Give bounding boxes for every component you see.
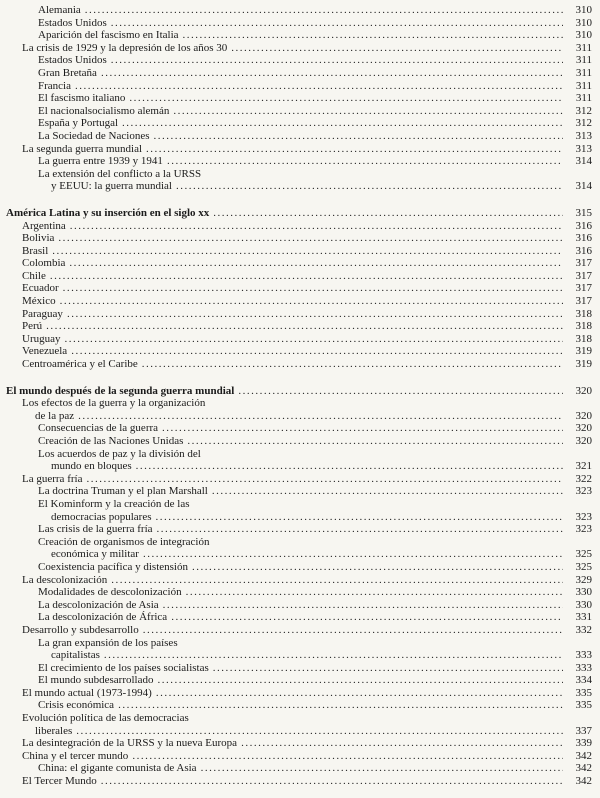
toc-entry-line bbox=[6, 586, 592, 599]
toc-entry bbox=[6, 712, 592, 737]
toc-entry bbox=[6, 17, 592, 30]
toc-entry-page-number: 316 bbox=[575, 219, 592, 232]
dot-leader bbox=[186, 586, 563, 599]
toc-entry-label: Las crisis de la guerra fría bbox=[38, 523, 153, 536]
toc-entry-line bbox=[6, 257, 592, 270]
dot-leader bbox=[187, 435, 563, 448]
toc-entry-line bbox=[6, 143, 592, 156]
toc-entry-line bbox=[6, 498, 592, 511]
toc-entry-label: Uruguay bbox=[22, 332, 61, 345]
toc-entry-label: América Latina y su inserción en el siglo xx bbox=[6, 206, 210, 219]
toc-entry bbox=[6, 637, 592, 662]
toc-entry-line bbox=[6, 750, 592, 763]
toc-entry-page-number: 334 bbox=[575, 674, 592, 687]
toc-entry-label: Argentina bbox=[22, 219, 66, 232]
toc-entry-page-number: 321 bbox=[575, 460, 592, 473]
toc-entry bbox=[6, 750, 592, 763]
toc-entry-label: México bbox=[22, 295, 56, 308]
dot-leader bbox=[70, 220, 563, 233]
toc-entry-page-number: 314 bbox=[575, 155, 592, 168]
toc-entry bbox=[6, 245, 592, 258]
toc-entry bbox=[6, 92, 592, 105]
dot-leader bbox=[111, 17, 563, 30]
toc-entry bbox=[6, 232, 592, 245]
toc-entry-label: Bolivia bbox=[22, 232, 55, 245]
toc-entry-line bbox=[6, 130, 592, 143]
toc-entry-label: capitalistas bbox=[51, 649, 100, 662]
toc-entry-label: El mundo subdesarrollado bbox=[38, 674, 154, 687]
toc-entry bbox=[6, 674, 592, 687]
toc-entry-label: La guerra fría bbox=[22, 472, 83, 485]
toc-entry-line bbox=[6, 649, 592, 662]
toc-entry-label: La guerra entre 1939 y 1941 bbox=[38, 155, 163, 168]
dot-leader bbox=[67, 308, 563, 321]
dot-leader bbox=[157, 674, 563, 687]
toc-entry-page-number: 335 bbox=[575, 699, 592, 712]
dot-leader bbox=[75, 80, 563, 93]
toc-entry-page-number: 331 bbox=[575, 611, 592, 624]
toc-entry-label: Centroamérica y el Caribe bbox=[22, 358, 138, 371]
toc-entry-label: y EEUU: la guerra mundial bbox=[51, 180, 172, 193]
toc-entry-label: Chile bbox=[22, 269, 46, 282]
toc-entry bbox=[6, 220, 592, 233]
toc-entry bbox=[6, 42, 592, 55]
toc-entry-page-number: 320 bbox=[575, 435, 592, 447]
toc-entry-label: de la paz bbox=[35, 409, 75, 422]
dot-leader bbox=[238, 385, 563, 398]
dot-leader bbox=[156, 687, 563, 700]
toc-entry-page-number: 320 bbox=[575, 384, 592, 397]
toc-entry-page-number: 311 bbox=[575, 79, 592, 92]
dot-leader bbox=[213, 662, 563, 675]
dot-leader bbox=[241, 737, 563, 750]
toc-entry bbox=[6, 282, 592, 295]
toc-entry-line bbox=[6, 536, 592, 549]
toc-entry-label: La gran expansión de los países bbox=[38, 636, 178, 649]
toc-entry-page-number: 318 bbox=[575, 332, 592, 345]
toc-entry-page-number: 311 bbox=[575, 41, 592, 54]
toc-entry-label: Aparición del fascismo en Italia bbox=[38, 29, 179, 42]
dot-leader bbox=[136, 460, 563, 473]
toc-entry-label: económica y militar bbox=[51, 548, 139, 561]
toc-entry-label: El mundo después de la segunda guerra mundial bbox=[6, 384, 235, 397]
toc-entry-label: La segunda guerra mundial bbox=[22, 142, 143, 155]
toc-entry bbox=[6, 422, 592, 435]
toc-entry-page-number: 337 bbox=[575, 724, 592, 737]
dot-leader bbox=[132, 750, 563, 763]
toc-entry-label: Coexistencia pacífica y distensión bbox=[38, 560, 188, 573]
toc-entry-page-number: 332 bbox=[575, 623, 592, 636]
toc-entry-page-number: 319 bbox=[575, 345, 592, 358]
toc-entry bbox=[6, 775, 592, 788]
toc-entry-page-number: 342 bbox=[575, 762, 592, 775]
toc-entry bbox=[6, 687, 592, 700]
dot-leader bbox=[104, 649, 563, 662]
toc-entry-line bbox=[6, 762, 592, 775]
toc-entry-label: Gran Bretaña bbox=[38, 66, 97, 79]
toc-entry bbox=[6, 308, 592, 321]
dot-leader bbox=[167, 155, 563, 168]
toc-entry-page-number: 335 bbox=[575, 686, 592, 699]
toc-entry bbox=[6, 80, 592, 93]
dot-leader bbox=[213, 207, 563, 220]
toc-entry-page-number: 323 bbox=[575, 523, 592, 536]
dot-leader bbox=[201, 762, 563, 775]
toc-entry-line bbox=[6, 4, 592, 17]
toc-entry-label: Los acuerdos de paz y la división del bbox=[38, 447, 201, 460]
toc-entry-line bbox=[6, 308, 592, 321]
toc-entry-line bbox=[6, 92, 592, 105]
dot-leader bbox=[60, 295, 563, 308]
toc-entry-line bbox=[6, 295, 592, 308]
toc-entry-line bbox=[6, 737, 592, 750]
toc-entry-page-number: 342 bbox=[575, 749, 592, 762]
toc-entry-page-number: 312 bbox=[575, 117, 592, 130]
toc-entry-line bbox=[6, 29, 592, 42]
toc-entry-line bbox=[6, 611, 592, 624]
toc-entry-label: Alemania bbox=[38, 4, 81, 16]
dot-leader bbox=[171, 611, 563, 624]
toc-entry-label: La desintegración de la URSS y la nueva Europa bbox=[22, 737, 238, 750]
toc-entry-label: La extensión del conflicto a la URSS bbox=[38, 167, 202, 180]
dot-leader bbox=[78, 410, 563, 423]
toc-entry bbox=[6, 561, 592, 574]
toc-entry-page-number: 329 bbox=[575, 573, 592, 586]
toc-entry bbox=[6, 498, 592, 523]
toc-entry-label: El Tercer Mundo bbox=[22, 775, 97, 788]
toc-entry-page-number: 333 bbox=[575, 649, 592, 662]
toc-entry-label: Crisis económica bbox=[38, 699, 115, 712]
toc-entry-page-number: 317 bbox=[575, 269, 592, 282]
toc-entry-line bbox=[6, 105, 592, 118]
dot-leader bbox=[71, 345, 563, 358]
dot-leader bbox=[101, 775, 563, 788]
dot-leader bbox=[65, 333, 564, 346]
toc-entry-label: Francia bbox=[38, 79, 71, 92]
toc-entry bbox=[6, 358, 592, 371]
toc-entry bbox=[6, 599, 592, 612]
toc-entry-line bbox=[6, 460, 592, 473]
toc-entry bbox=[6, 295, 592, 308]
toc-entry-label: La doctrina Truman y el plan Marshall bbox=[38, 485, 208, 498]
toc-entry-label: Los efectos de la guerra y la organización bbox=[22, 397, 206, 410]
dot-leader bbox=[183, 29, 563, 42]
toc-entry-page-number: 310 bbox=[575, 16, 592, 29]
toc-entry-page-number: 311 bbox=[575, 92, 592, 105]
toc-entry-label: España y Portugal bbox=[38, 117, 119, 130]
dot-leader bbox=[101, 67, 563, 80]
dot-leader bbox=[129, 92, 563, 105]
toc-entry-page-number: 325 bbox=[575, 548, 592, 561]
toc-entry-label: Perú bbox=[22, 320, 43, 333]
dot-leader bbox=[176, 180, 563, 193]
dot-leader bbox=[111, 574, 563, 587]
toc-entry-label: Estados Unidos bbox=[38, 54, 107, 67]
toc-entry bbox=[6, 586, 592, 599]
dot-leader bbox=[155, 511, 563, 524]
toc-entry-label: Creación de organismos de integración bbox=[38, 535, 210, 548]
toc-entry-page-number: 312 bbox=[575, 104, 592, 117]
dot-leader bbox=[146, 143, 563, 156]
toc-entry-label: Brasil bbox=[22, 244, 49, 257]
toc-entry-page-number: 323 bbox=[575, 485, 592, 498]
toc-entry-page-number: 318 bbox=[575, 307, 592, 320]
toc-entry-line bbox=[6, 485, 592, 498]
toc-entry bbox=[6, 574, 592, 587]
toc-entry bbox=[6, 29, 592, 42]
dot-leader bbox=[122, 117, 563, 130]
toc-entry bbox=[6, 257, 592, 270]
toc-entry bbox=[6, 435, 592, 448]
toc-entry-line bbox=[6, 232, 592, 245]
dot-leader bbox=[212, 485, 563, 498]
toc-entry bbox=[6, 485, 592, 498]
toc-entry-line bbox=[6, 725, 592, 738]
toc-entry-page-number: 313 bbox=[575, 129, 592, 142]
toc-entry bbox=[6, 624, 592, 637]
toc-entry bbox=[6, 168, 592, 193]
toc-entry-line bbox=[6, 245, 592, 258]
toc-entry-line bbox=[6, 80, 592, 93]
toc-entry-line bbox=[6, 320, 592, 333]
dot-leader bbox=[63, 282, 563, 295]
toc-entry-line bbox=[6, 345, 592, 358]
dot-leader bbox=[143, 624, 563, 637]
dot-leader bbox=[52, 245, 563, 258]
toc-entry-label: La descolonización de Asia bbox=[38, 598, 159, 611]
toc-entry bbox=[6, 155, 592, 168]
toc-entry-label: Venezuela bbox=[22, 345, 68, 358]
dot-leader bbox=[76, 725, 563, 738]
toc-entry-label: Creación de las Naciones Unidas bbox=[38, 435, 184, 447]
toc-entry-page-number: 330 bbox=[575, 586, 592, 599]
toc-entry-label: Modalidades de descolonización bbox=[38, 586, 182, 599]
dot-leader bbox=[50, 270, 563, 283]
toc-entry-label: El fascismo italiano bbox=[38, 92, 126, 105]
dot-leader bbox=[162, 422, 563, 435]
toc-entry-label: liberales bbox=[35, 724, 73, 737]
dot-leader bbox=[46, 320, 563, 333]
toc-entry-line bbox=[6, 422, 592, 435]
toc-entry-line bbox=[6, 333, 592, 346]
toc-entry bbox=[6, 536, 592, 561]
toc-entry-line bbox=[6, 168, 592, 181]
toc-entry bbox=[6, 611, 592, 624]
toc-entry bbox=[6, 397, 592, 422]
toc-entry-page-number: 325 bbox=[575, 560, 592, 573]
dot-leader bbox=[173, 105, 563, 118]
toc-entry-line bbox=[6, 599, 592, 612]
dot-leader bbox=[153, 130, 563, 143]
toc-entry-line bbox=[6, 775, 592, 788]
toc-entry-label: Ecuador bbox=[22, 282, 59, 295]
toc-entry-page-number: 314 bbox=[575, 180, 592, 193]
toc-entry bbox=[6, 207, 592, 220]
toc-entry-line bbox=[6, 574, 592, 587]
toc-entry-label: China: el gigante comunista de Asia bbox=[38, 762, 197, 775]
toc-entry-label: Estados Unidos bbox=[38, 16, 107, 29]
dot-leader bbox=[142, 358, 563, 371]
toc-entry-page-number: 317 bbox=[575, 282, 592, 295]
dot-leader bbox=[86, 473, 563, 486]
toc-entry-label: Evolución política de las democracias bbox=[22, 712, 189, 725]
toc-entry bbox=[6, 699, 592, 712]
toc-entry-line bbox=[6, 624, 592, 637]
toc-entry-page-number: 317 bbox=[575, 295, 592, 308]
toc-entry-line bbox=[6, 548, 592, 561]
dot-leader bbox=[58, 232, 563, 245]
toc-entry-page-number: 316 bbox=[575, 244, 592, 257]
toc-entry-label: La Sociedad de Naciones bbox=[38, 129, 150, 142]
toc-entry-line bbox=[6, 117, 592, 130]
toc-entry-line bbox=[6, 523, 592, 536]
toc-entry-line bbox=[6, 67, 592, 80]
toc-entry-label: Consecuencias de la guerra bbox=[38, 422, 159, 435]
toc-entry-line bbox=[6, 712, 592, 725]
toc-entry-line bbox=[6, 42, 592, 55]
toc-entry-label: Paraguay bbox=[22, 307, 63, 320]
toc-entry bbox=[6, 4, 592, 17]
toc-entry-line bbox=[6, 397, 592, 410]
toc-entry-label: Desarrollo y subdesarrollo bbox=[22, 623, 139, 636]
toc-entry bbox=[6, 333, 592, 346]
dot-leader bbox=[157, 523, 563, 536]
toc-entry-line bbox=[6, 473, 592, 486]
toc-entry-page-number: 323 bbox=[575, 510, 592, 523]
toc-entry bbox=[6, 67, 592, 80]
toc-entry bbox=[6, 130, 592, 143]
dot-leader bbox=[118, 699, 563, 712]
dot-leader bbox=[85, 4, 563, 17]
toc-entry-label: mundo en bloques bbox=[51, 460, 132, 473]
toc-entry-label: La descolonización de África bbox=[38, 611, 168, 624]
toc-entry-line bbox=[6, 358, 592, 371]
toc-entry-page-number: 315 bbox=[575, 206, 592, 219]
toc-entry-line bbox=[6, 54, 592, 67]
toc-entry-line bbox=[6, 282, 592, 295]
toc-entry bbox=[6, 270, 592, 283]
table-of-contents bbox=[6, 4, 592, 788]
toc-entry-page-number: 311 bbox=[575, 66, 592, 79]
toc-entry bbox=[6, 523, 592, 536]
toc-entry bbox=[6, 385, 592, 398]
toc-entry-line bbox=[6, 207, 592, 220]
toc-entry-page-number: 311 bbox=[575, 54, 592, 67]
toc-entry-line bbox=[6, 687, 592, 700]
toc-entry-line bbox=[6, 180, 592, 193]
dot-leader bbox=[192, 561, 563, 574]
toc-entry bbox=[6, 105, 592, 118]
toc-entry bbox=[6, 143, 592, 156]
toc-entry-label: China y el tercer mundo bbox=[22, 749, 129, 762]
toc-entry bbox=[6, 448, 592, 473]
toc-entry bbox=[6, 117, 592, 130]
toc-entry bbox=[6, 54, 592, 67]
toc-entry-page-number: 310 bbox=[575, 4, 592, 16]
toc-entry-label: El nacionalsocialismo alemán bbox=[38, 104, 170, 117]
toc-entry-line bbox=[6, 662, 592, 675]
toc-entry bbox=[6, 762, 592, 775]
toc-entry-page-number: 318 bbox=[575, 320, 592, 333]
toc-entry bbox=[6, 662, 592, 675]
toc-entry-page-number: 313 bbox=[575, 142, 592, 155]
toc-entry-line bbox=[6, 220, 592, 233]
toc-entry-label: Colombia bbox=[22, 257, 66, 270]
toc-entry-label: El mundo actual (1973-1994) bbox=[22, 686, 152, 699]
toc-entry-page-number: 320 bbox=[575, 422, 592, 435]
toc-entry-line bbox=[6, 17, 592, 30]
toc-entry-page-number: 320 bbox=[575, 409, 592, 422]
toc-entry-line bbox=[6, 448, 592, 461]
toc-entry-line bbox=[6, 270, 592, 283]
toc-entry-label: El crecimiento de los países socialistas bbox=[38, 661, 209, 674]
toc-entry-line bbox=[6, 637, 592, 650]
toc-entry-line bbox=[6, 385, 592, 398]
dot-leader bbox=[69, 257, 563, 270]
dot-leader bbox=[163, 599, 563, 612]
toc-entry-page-number: 319 bbox=[575, 358, 592, 371]
toc-entry bbox=[6, 737, 592, 750]
toc-entry bbox=[6, 473, 592, 486]
toc-entry-page-number: 339 bbox=[575, 737, 592, 750]
toc-entry-line bbox=[6, 410, 592, 423]
toc-entry-line bbox=[6, 674, 592, 687]
toc-entry-page-number: 316 bbox=[575, 232, 592, 245]
toc-entry-page-number: 333 bbox=[575, 661, 592, 674]
toc-entry bbox=[6, 320, 592, 333]
toc-entry-line bbox=[6, 699, 592, 712]
toc-entry-page-number: 342 bbox=[575, 775, 592, 788]
toc-entry-label: La descolonización bbox=[22, 573, 108, 586]
dot-leader bbox=[231, 42, 563, 55]
toc-entry-page-number: 322 bbox=[575, 472, 592, 485]
toc-entry-line bbox=[6, 511, 592, 524]
toc-entry-label: democracias populares bbox=[51, 510, 152, 523]
toc-entry-line bbox=[6, 155, 592, 168]
toc-entry-page-number: 330 bbox=[575, 598, 592, 611]
dot-leader bbox=[111, 54, 563, 67]
toc-entry-label: El Kominform y la creación de las bbox=[38, 497, 190, 510]
toc-entry-line bbox=[6, 561, 592, 574]
toc-entry-page-number: 317 bbox=[575, 257, 592, 270]
dot-leader bbox=[143, 548, 563, 561]
toc-entry-label: La crisis de 1929 y la depresión de los años 30 bbox=[22, 41, 228, 54]
toc-entry-page-number: 310 bbox=[575, 29, 592, 42]
toc-entry-line bbox=[6, 435, 592, 448]
toc-entry bbox=[6, 345, 592, 358]
